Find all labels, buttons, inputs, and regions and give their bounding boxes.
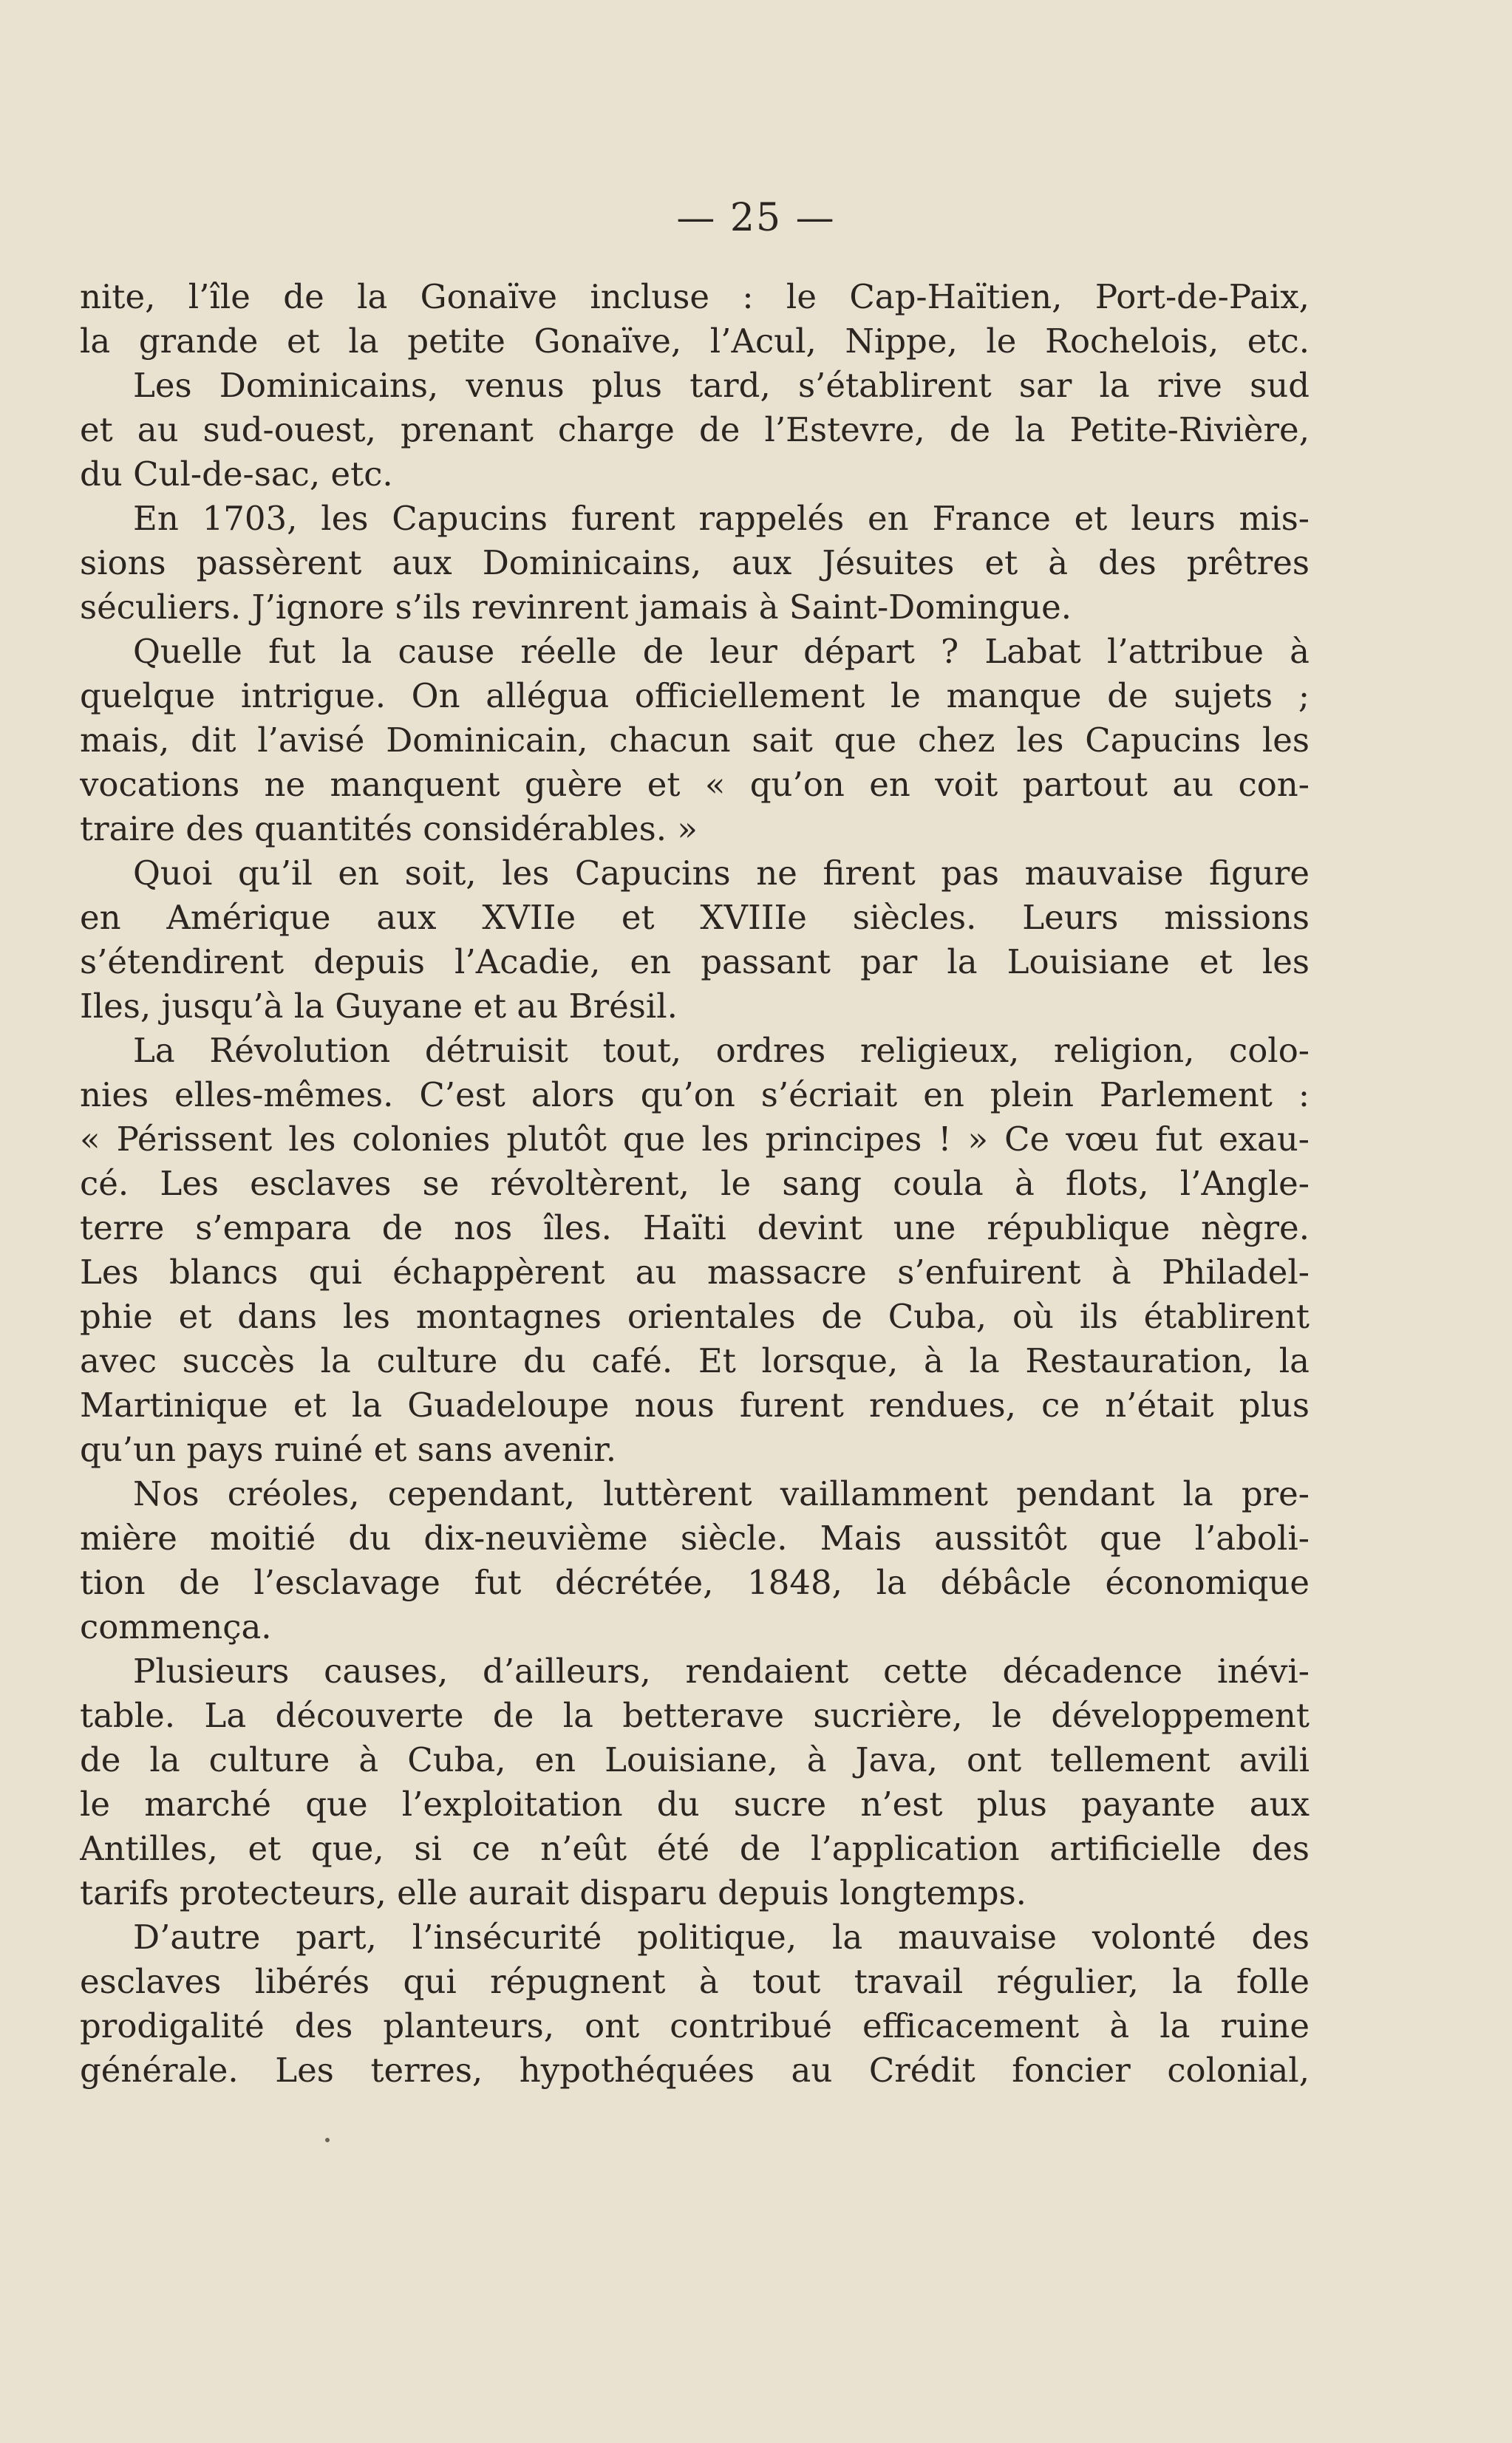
- text-line: La Révolution détruisit tout, ordres religieux, religion, colo-: [133, 1031, 1310, 1070]
- text-line: Les blancs qui échappèrent au massacre s’enfuirent à Philadel-: [80, 1253, 1310, 1292]
- ink-speck: [325, 2138, 330, 2142]
- text-line: nies elles-mêmes. C’est alors qu’on s’écriait en plein Parlement :: [80, 1075, 1310, 1114]
- text-line: D’autre part, l’insécurité politique, la mauvaise volonté des: [133, 1918, 1310, 1957]
- text-line: terre s’empara de nos îles. Haïti devint une république nègre.: [80, 1208, 1310, 1247]
- text-line: s’étendirent depuis l’Acadie, en passant par la Louisiane et les: [80, 942, 1310, 981]
- text-line: traire des quantités considérables. »: [80, 809, 698, 848]
- text-line: esclaves libérés qui répugnent à tout travail régulier, la folle: [80, 1962, 1310, 2001]
- text-line: mière moitié du dix-neuvième siècle. Mais aussitôt que l’aboli-: [80, 1519, 1310, 1558]
- text-line: Nos créoles, cependant, luttèrent vaillamment pendant la pre-: [133, 1474, 1310, 1513]
- text-line: Antilles, et que, si ce n’eût été de l’application artificielle des: [80, 1829, 1310, 1868]
- text-line: et au sud-ouest, prenant charge de l’Estevre, de la Petite-Rivière,: [80, 410, 1310, 449]
- text-line: en Amérique aux XVIIe et XVIIIe siècles. Leurs missions: [80, 898, 1310, 937]
- text-line: cé. Les esclaves se révoltèrent, le sang coula à flots, l’Angle-: [80, 1164, 1310, 1203]
- text-line: sions passèrent aux Dominicains, aux Jésuites et à des prêtres: [80, 543, 1310, 582]
- text-line: du Cul-de-sac, etc.: [80, 454, 393, 494]
- text-line: Quelle fut la cause réelle de leur départ ? Labat l’attribue à: [133, 632, 1310, 671]
- text-line: la grande et la petite Gonaïve, l’Acul, Nippe, le Rochelois, etc.: [80, 321, 1310, 361]
- text-line: Quoi qu’il en soit, les Capucins ne firent pas mauvaise figure: [133, 853, 1310, 893]
- text-line: mais, dit l’avisé Dominicain, chacun sait que chez les Capucins les: [80, 720, 1310, 760]
- text-line: commença.: [80, 1607, 272, 1646]
- text-line: tion de l’esclavage fut décrétée, 1848, la débâcle économique: [80, 1563, 1310, 1602]
- text-line: Plusieurs causes, d’ailleurs, rendaient cette décadence inévi-: [133, 1652, 1310, 1691]
- page-number: — 25 —: [676, 196, 836, 240]
- text-line: générale. Les terres, hypothéquées au Crédit foncier colonial,: [80, 2051, 1310, 2090]
- text-line: qu’un pays ruiné et sans avenir.: [80, 1430, 617, 1469]
- text-line: phie et dans les montagnes orientales de Cuba, où ils établirent: [80, 1297, 1310, 1336]
- text-line: le marché que l’exploitation du sucre n’est plus payante aux: [80, 1785, 1310, 1824]
- text-line: Iles, jusqu’à la Guyane et au Brésil.: [80, 987, 678, 1026]
- text-line: vocations ne manquent guère et « qu’on en voit partout au con-: [80, 765, 1310, 804]
- text-line: « Périssent les colonies plutôt que les principes ! » Ce vœu fut exau-: [80, 1120, 1310, 1159]
- text-line: de la culture à Cuba, en Louisiane, à Java, ont tellement avili: [80, 1740, 1310, 1779]
- text-line: Les Dominicains, venus plus tard, s’établirent sar la rive sud: [133, 366, 1310, 405]
- text-line: tarifs protecteurs, elle aurait disparu depuis longtemps.: [80, 1873, 1026, 1912]
- text-line: séculiers. J’ignore s’ils revinrent jamais à Saint-Domingue.: [80, 587, 1072, 627]
- text-line: table. La découverte de la betterave sucrière, le développement: [80, 1696, 1310, 1735]
- text-line: avec succès la culture du café. Et lorsque, à la Restauration, la: [80, 1341, 1310, 1380]
- body-text: [80, 275, 1310, 2093]
- text-line: nite, l’île de la Gonaïve incluse : le Cap-Haïtien, Port-de-Paix,: [80, 277, 1310, 316]
- text-line: quelque intrigue. On allégua officiellement le manque de sujets ;: [80, 676, 1310, 715]
- text-line: prodigalité des planteurs, ont contribué efficacement à la ruine: [80, 2006, 1310, 2045]
- text-line: En 1703, les Capucins furent rappelés en France et leurs mis-: [133, 499, 1310, 538]
- text-line: Martinique et la Guadeloupe nous furent rendues, ce n’était plus: [80, 1386, 1310, 1425]
